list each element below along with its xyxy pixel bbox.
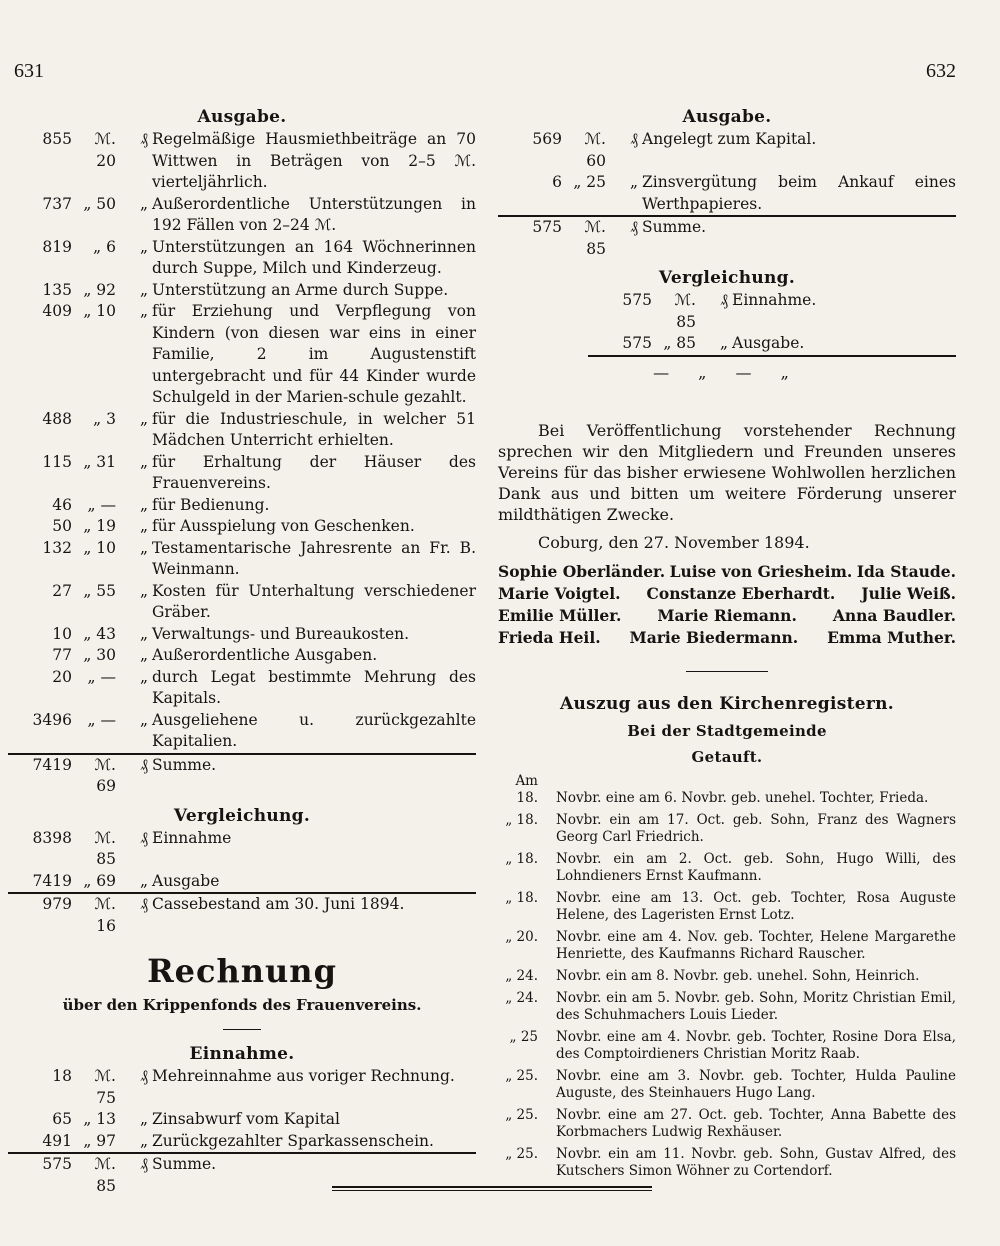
amount-unit: ₰ xyxy=(720,291,728,309)
entry-text: Verwaltungs- und Bureaukosten. xyxy=(152,624,410,643)
entry-text: Unterstützungen an 164 Wöchnerinnen durch Suppe, Milch und Kinderzeug. xyxy=(152,237,476,277)
ausgabe-sum xyxy=(498,215,956,260)
register-text: Novbr. ein am 2. Oct. geb. Sohn, Hugo Willi, des Lohndieners Ernst Kaufmann. xyxy=(556,850,956,884)
amount-unit: „ xyxy=(139,1110,148,1128)
amount-unit: „ xyxy=(139,302,148,320)
signature-name: Emma Muther. xyxy=(827,627,956,647)
amount-mark: 409 xyxy=(42,302,72,320)
register-text: Novbr. eine am 4. Nov. geb. Tochter, Helene Margarethe Henriette, des Kaufmanns Richard Rauscher. xyxy=(556,928,956,962)
amount-mark: 7419 xyxy=(32,755,72,774)
amount-unit: „ xyxy=(139,1131,148,1150)
register-date: „ 25. xyxy=(505,1067,538,1084)
section-heading: Einnahme. xyxy=(189,1044,295,1064)
amount-pf: „ 31 xyxy=(83,452,116,471)
amount-pf: ℳ. 85 xyxy=(94,828,116,868)
entry-text: Summe. xyxy=(642,218,707,236)
dateline: Coburg, den 27. November 1894. xyxy=(538,532,810,552)
amount-unit: „ xyxy=(139,646,148,664)
signatures xyxy=(498,561,956,649)
signature-name: Anna Baudler. xyxy=(832,605,956,625)
entry-text: für Erhaltung der Häuser des Frauenvereins. xyxy=(152,452,476,492)
bottom-double-rule xyxy=(332,1186,652,1191)
register-date: „ 25. xyxy=(505,1145,538,1162)
amount-pf: „ 92 xyxy=(83,280,116,299)
amount-mark: 7419 xyxy=(32,871,72,890)
entry-text: für Erziehung und Verpflegung von Kindern (von diesen war eins in einer Familie, 2 im Augustenstift untergebracht und für 44 Kinder wurde Schulgeld in der Marien-schule gezahlt. xyxy=(152,302,476,406)
amount-unit: ₰ xyxy=(140,828,148,847)
register-entry xyxy=(498,812,956,846)
entry-text: für Ausspielung von Geschenken. xyxy=(152,517,415,535)
einnahme-list xyxy=(8,1066,476,1152)
register-entry xyxy=(498,773,956,807)
register-date: „ 18. xyxy=(505,889,538,906)
signature-name: Frieda Heil. xyxy=(498,627,601,647)
ledger-row xyxy=(8,624,476,646)
amount-pf: „ — xyxy=(87,710,116,729)
ledger-row xyxy=(8,280,476,302)
section-heading: Ausgabe. xyxy=(197,107,287,127)
ledger-row xyxy=(8,828,476,871)
section-heading: Vergleichung. xyxy=(658,268,796,288)
amount-mark: 65 xyxy=(52,1110,72,1128)
register-entry xyxy=(498,851,956,885)
amount-mark: 10 xyxy=(52,624,72,643)
amount-mark: 575 xyxy=(42,1155,72,1173)
register-entry xyxy=(498,990,956,1024)
amount-pf: „ — xyxy=(87,495,116,514)
amount-unit: ₰ xyxy=(140,130,148,148)
signature-name: Constanze Eberhardt. xyxy=(646,583,836,603)
signature-name: Sophie Oberländer. xyxy=(498,561,666,581)
entry-text: Zurückgezahlter Sparkassenschein. xyxy=(152,1131,434,1150)
vergleich-list xyxy=(8,828,476,893)
left-column xyxy=(8,105,476,1197)
getauft-list xyxy=(498,773,956,1180)
amount-mark: 132 xyxy=(42,538,72,557)
amount-mark: 979 xyxy=(42,895,72,913)
ledger-row xyxy=(8,892,476,937)
amount-pf: ℳ. 60 xyxy=(584,130,606,170)
register-date: „ 18. xyxy=(505,811,538,828)
amount-mark: 46 xyxy=(52,495,72,514)
signature-row xyxy=(498,605,956,627)
register-text: Novbr. ein am 11. Novbr. geb. Sohn, Gustav Alfred, des Kutschers Simon Wöhner zu Cortendorf. xyxy=(556,1145,956,1179)
entry-text: Einnahme xyxy=(152,828,232,847)
amount-unit: „ xyxy=(629,173,638,191)
signature-name: Ida Staude. xyxy=(856,561,956,581)
amount-pf: „ — xyxy=(87,667,116,686)
divider xyxy=(686,671,768,672)
amount-unit: ₰ xyxy=(630,218,638,236)
getauft-heading: Getauft. xyxy=(691,747,763,766)
amount-pf: ℳ. 20 xyxy=(94,130,116,170)
amount-unit: „ xyxy=(139,409,148,428)
ledger-row xyxy=(8,753,476,798)
register-text: Novbr. ein am 5. Novbr. geb. Sohn, Moritz Christian Emil, des Schuhmachers Louis Lieder. xyxy=(556,989,956,1023)
entry-text: Außerordentliche Ausgaben. xyxy=(152,646,378,664)
ledger-row xyxy=(8,710,476,753)
signature-name: Julie Weiß. xyxy=(861,583,956,603)
vergleich-dash: — „ — „ xyxy=(653,362,801,382)
entry-text: Cassebestand am 30. Juni 1894. xyxy=(152,895,405,913)
amount-unit: ₰ xyxy=(140,895,148,913)
amount-unit: „ xyxy=(139,237,148,256)
amount-mark: 27 xyxy=(52,581,72,600)
entry-text: Summe. xyxy=(152,1155,217,1173)
entry-text: Zinsabwurf vom Kapital xyxy=(152,1110,340,1128)
ledger-row xyxy=(8,301,476,409)
amount-mark: 135 xyxy=(42,280,72,299)
rechnung-subtitle: über den Krippenfonds des Frauenvereins. xyxy=(62,996,422,1014)
register-text: Novbr. eine am 6. Novbr. geb. unehel. Tochter, Frieda. xyxy=(556,789,929,806)
ledger-row xyxy=(8,538,476,581)
register-text: Novbr. eine am 13. Oct. geb. Tochter, Rosa Auguste Helene, des Lageristen Ernst Lotz. xyxy=(556,889,956,923)
amount-mark: 575 xyxy=(622,291,652,309)
entry-text: durch Legat bestimmte Mehrung des Kapitals. xyxy=(152,667,476,707)
amount-pf: „ 30 xyxy=(83,646,116,664)
amount-mark: 855 xyxy=(42,130,72,148)
entry-text: Mehreinnahme aus voriger Rechnung. xyxy=(152,1067,455,1085)
entry-text: Unterstützung an Arme durch Suppe. xyxy=(152,280,449,299)
amount-mark: 3496 xyxy=(32,710,72,729)
rechnung-title: Rechnung xyxy=(147,952,337,990)
register-date: „ 20. xyxy=(505,928,538,945)
entry-text: für Bedienung. xyxy=(152,495,270,514)
ledger-row xyxy=(498,215,956,260)
ledger-row xyxy=(588,333,956,357)
amount-pf: „ 97 xyxy=(83,1131,116,1150)
signature-row xyxy=(498,583,956,605)
entry-text: für die Industrieschule, in welcher 51 Mädchen Unterricht erhielten. xyxy=(152,409,476,449)
signature-name: Emilie Müller. xyxy=(498,605,622,625)
amount-mark: 6 xyxy=(552,173,562,191)
amount-mark: 115 xyxy=(42,452,72,471)
ledger-row xyxy=(8,645,476,667)
amount-unit: ₰ xyxy=(140,1067,148,1085)
amount-unit: ₰ xyxy=(140,1155,148,1173)
amount-mark: 575 xyxy=(532,218,562,236)
amount-unit: „ xyxy=(139,624,148,643)
ledger-row xyxy=(8,237,476,280)
register-date: Am 18. xyxy=(515,772,538,806)
signature-name: Marie Biedermann. xyxy=(629,627,799,647)
amount-pf: „ 10 xyxy=(83,302,116,320)
amount-pf: „ 3 xyxy=(93,409,116,428)
amount-pf: ℳ. 85 xyxy=(94,1155,116,1195)
register-text: Novbr. eine am 3. Novbr. geb. Tochter, Hulda Pauline Auguste, des Steinhauers Hugo Lang. xyxy=(556,1067,956,1101)
ledger-row xyxy=(8,1109,476,1131)
entry-text: Ausgeliehene u. zurückgezahlte Kapitalien. xyxy=(152,710,476,750)
register-text: Novbr. eine am 4. Novbr. geb. Tochter, Rosine Dora Elsa, des Comptoirdieners Christian Moritz Raab. xyxy=(556,1028,956,1062)
amount-unit: „ xyxy=(139,871,148,890)
register-entry xyxy=(498,968,956,985)
ledger-row xyxy=(498,129,956,172)
amount-pf: „ 19 xyxy=(83,517,116,535)
amount-unit: „ xyxy=(139,495,148,514)
register-text: Novbr. eine am 27. Oct. geb. Tochter, Anna Babette des Korbmachers Ludwig Rexhäuser. xyxy=(556,1106,956,1140)
entry-text: Einnahme. xyxy=(732,291,817,309)
amount-pf: ℳ. 75 xyxy=(94,1067,116,1107)
amount-pf: „ 25 xyxy=(573,173,606,191)
amount-mark: 18 xyxy=(52,1067,72,1085)
amount-mark: 569 xyxy=(532,130,562,148)
register-entry xyxy=(498,1068,956,1102)
ledger-row xyxy=(8,581,476,624)
ledger-row xyxy=(8,452,476,495)
amount-pf: „ 13 xyxy=(83,1110,116,1128)
register-date: „ 24. xyxy=(505,967,538,984)
register-entry xyxy=(498,1107,956,1141)
ausgabe-list xyxy=(498,129,956,215)
amount-unit: ₰ xyxy=(140,755,148,774)
amount-pf: „ 43 xyxy=(83,624,116,643)
stadt-heading: Bei der Stadtgemeinde xyxy=(627,721,827,740)
register-entry xyxy=(498,929,956,963)
amount-pf: „ 10 xyxy=(83,538,116,557)
vergleich-list xyxy=(588,290,956,357)
ledger-row xyxy=(8,871,476,893)
ledger-row xyxy=(8,1066,476,1109)
register-entry xyxy=(498,890,956,924)
register-date: „ 18. xyxy=(505,850,538,867)
ledger-row xyxy=(8,516,476,538)
ledger-row xyxy=(498,172,956,215)
ledger-row xyxy=(8,409,476,452)
entry-text: Ausgabe xyxy=(152,871,220,890)
ledger-row xyxy=(8,1131,476,1153)
amount-unit: ₰ xyxy=(630,130,638,148)
amount-pf: „ 55 xyxy=(83,581,116,600)
vergleich-result xyxy=(8,892,476,937)
register-date: „ 25. xyxy=(505,1106,538,1123)
entry-text: Ausgabe. xyxy=(732,334,805,352)
dank-paragraph: Bei Veröffentlichung vorstehender Rechnung sprechen wir den Mitgliedern und Freunden unseres Vereins für das bisher erwiesene Wohlwollen herzlichen Dank aus und bitten um weitere Förderung unserer mildthätigen Zwecke. xyxy=(498,420,956,524)
section-heading: Ausgabe. xyxy=(682,107,772,127)
ledger-row xyxy=(8,129,476,194)
amount-mark: 8398 xyxy=(32,828,72,847)
amount-pf: ℳ. 85 xyxy=(584,218,606,258)
signature-row xyxy=(498,561,956,583)
amount-unit: „ xyxy=(139,452,148,471)
entry-text: Regelmäßige Hausmiethbeiträge an 70 Wittwen in Beträgen von 2–5 ℳ. vierteljährlich. xyxy=(152,130,476,191)
amount-unit: „ xyxy=(139,710,148,729)
amount-mark: 575 xyxy=(622,334,652,352)
amount-mark: 819 xyxy=(42,237,72,256)
amount-mark: 491 xyxy=(42,1131,72,1150)
amount-unit: „ xyxy=(139,667,148,686)
amount-pf: „ 69 xyxy=(83,871,116,890)
ledger-row xyxy=(8,667,476,710)
signature-name: Marie Voigtel. xyxy=(498,583,621,603)
ausgabe-list xyxy=(8,129,476,753)
amount-mark: 737 xyxy=(42,194,72,213)
amount-unit: „ xyxy=(139,280,148,299)
signature-name: Luise von Griesheim. xyxy=(669,561,853,581)
entry-text: Testamentarische Jahresrente an Fr. B. Weinmann. xyxy=(152,538,476,578)
page-number-right: 632 xyxy=(926,60,956,82)
amount-pf: ℳ. 16 xyxy=(94,895,116,935)
register-text: Novbr. ein am 17. Oct. geb. Sohn, Franz des Wagners Georg Carl Friedrich. xyxy=(556,811,956,845)
amount-mark: 77 xyxy=(52,646,72,664)
signature-name: Marie Riemann. xyxy=(657,605,797,625)
amount-pf: ℳ. 69 xyxy=(94,755,116,795)
ausgabe-sum xyxy=(8,753,476,798)
register-entry xyxy=(498,1146,956,1180)
entry-text: Außerordentliche Unterstützungen in 192 Fällen von 2–24 ℳ. xyxy=(152,194,476,234)
right-column xyxy=(498,105,956,1180)
ledger-row xyxy=(8,495,476,517)
amount-unit: „ xyxy=(139,194,148,213)
divider xyxy=(223,1029,261,1030)
signature-row xyxy=(498,627,956,649)
page-number-left: 631 xyxy=(14,60,44,82)
register-text: Novbr. ein am 8. Novbr. geb. unehel. Sohn, Heinrich. xyxy=(556,967,920,984)
kirchen-heading: Auszug aus den Kirchenregistern. xyxy=(559,693,895,714)
amount-mark: 50 xyxy=(52,517,72,535)
amount-unit: „ xyxy=(139,538,148,557)
amount-unit: „ xyxy=(139,517,148,535)
amount-mark: 20 xyxy=(52,667,72,686)
entry-text: Zinsvergütung beim Ankauf eines Werthpapieres. xyxy=(642,173,956,213)
entry-text: Angelegt zum Kapital. xyxy=(642,130,817,148)
register-entry xyxy=(498,1029,956,1063)
register-date: „ 24. xyxy=(505,989,538,1006)
entry-text: Kosten für Unterhaltung verschiedener Gräber. xyxy=(152,581,476,621)
amount-unit: „ xyxy=(719,334,728,352)
amount-pf: „ 6 xyxy=(93,237,116,256)
amount-pf: ℳ. 85 xyxy=(674,291,696,331)
register-date: „ 25 xyxy=(509,1028,538,1045)
amount-pf: „ 50 xyxy=(83,194,116,213)
ledger-row xyxy=(8,194,476,237)
amount-pf: „ 85 xyxy=(663,334,696,352)
section-heading: Vergleichung. xyxy=(173,805,311,826)
amount-mark: 488 xyxy=(42,409,72,428)
ledger-row xyxy=(588,290,956,333)
entry-text: Summe. xyxy=(152,755,217,774)
amount-unit: „ xyxy=(139,581,148,600)
